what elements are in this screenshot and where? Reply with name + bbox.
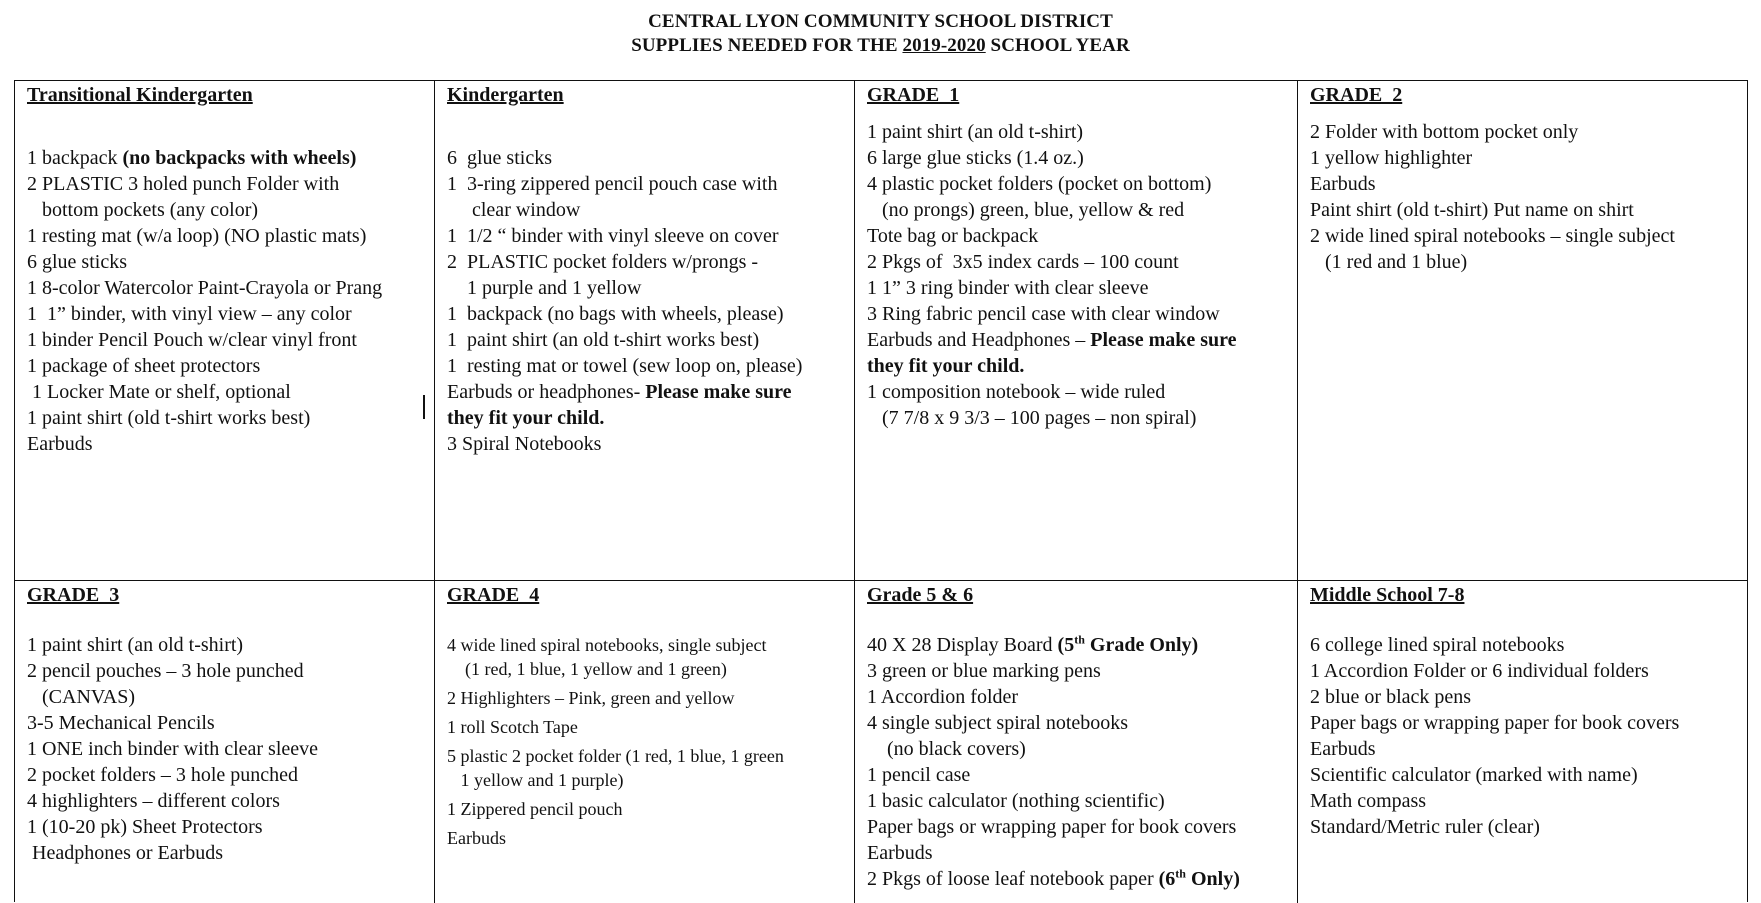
item-emphasis: they fit your child.	[867, 355, 1025, 377]
supply-item	[867, 632, 1293, 658]
item-text: 1 paint shirt (old t-shirt works best)	[27, 407, 311, 429]
item-text: Tote bag or backpack	[867, 225, 1039, 247]
item-text: 2 Pkgs of 3x5 index cards – 100 count	[867, 251, 1179, 273]
item-text: (1 red, 1 blue, 1 yellow and 1 green)	[447, 659, 727, 679]
cell-title: GRADE 4	[447, 584, 540, 606]
supply-item	[1310, 223, 1743, 249]
item-text: 1 binder Pencil Pouch w/clear vinyl front	[27, 329, 357, 351]
supply-list	[447, 145, 850, 457]
supply-item	[867, 814, 1293, 840]
item-text: 1 ONE inch binder with clear sleeve	[27, 738, 319, 760]
supply-item	[867, 223, 1293, 249]
supply-item	[447, 657, 850, 681]
supply-item	[27, 275, 430, 301]
item-emphasis: Please make sure	[1090, 329, 1237, 351]
supply-item	[867, 658, 1293, 684]
supply-item	[447, 197, 850, 223]
cell-title: GRADE 3	[27, 584, 120, 606]
document-header	[0, 10, 1761, 58]
supply-item	[867, 866, 1293, 892]
supply-list	[27, 632, 430, 866]
supply-table	[14, 80, 1748, 902]
supply-list	[27, 145, 430, 457]
item-text: 1 resting mat (w/a loop) (NO plastic mats)	[27, 225, 367, 247]
supply-item	[1310, 710, 1743, 736]
supply-item	[867, 710, 1293, 736]
item-text: 6 glue sticks	[27, 251, 127, 273]
item-text: Paper bags or wrapping paper for book covers	[1310, 712, 1680, 734]
cell-title: GRADE 1	[867, 84, 960, 106]
item-emphasis: (no backpacks with wheels)	[122, 147, 357, 169]
item-text: Earbuds	[1310, 738, 1376, 760]
ordinal-suffix: th	[1074, 632, 1085, 647]
supply-list	[447, 633, 850, 850]
item-text: Headphones or Earbuds	[27, 842, 224, 864]
cell-title: Middle School 7-8	[1310, 584, 1465, 606]
item-text: (no black covers)	[867, 738, 1026, 760]
item-text: 4 wide lined spiral notebooks, single subject	[447, 635, 767, 655]
item-text: 1 Accordion Folder or 6 individual folders	[1310, 660, 1649, 682]
item-text: Paper bags or wrapping paper for book covers	[867, 816, 1237, 838]
item-text: 3 Ring fabric pencil case with clear window	[867, 303, 1220, 325]
school-year: 2019-2020	[902, 35, 986, 56]
cell-title: Transitional Kindergarten	[27, 84, 253, 106]
supply-item	[27, 171, 430, 197]
item-text: 6 large glue sticks (1.4 oz.)	[867, 147, 1084, 169]
item-text: 1 paint shirt (an old t-shirt)	[867, 121, 1084, 143]
supply-item	[27, 684, 430, 710]
item-emphasis-superscript	[1175, 868, 1186, 890]
ordinal-suffix: th	[1175, 866, 1186, 881]
cell-transitional-kindergarten	[15, 81, 435, 581]
supply-item	[27, 658, 430, 684]
item-text: Earbuds or headphones-	[447, 381, 646, 403]
item-text: 1 composition notebook – wide ruled	[867, 381, 1166, 403]
item-text: Earbuds	[447, 828, 506, 848]
supply-item	[27, 327, 430, 353]
item-text: (CANVAS)	[27, 686, 135, 708]
item-text: 6 glue sticks	[447, 147, 552, 169]
supply-item	[867, 249, 1293, 275]
cell-grade-4	[435, 581, 855, 903]
subtitle-suffix: SCHOOL YEAR	[985, 35, 1130, 56]
supply-item	[867, 145, 1293, 171]
supply-item	[867, 119, 1293, 145]
item-text: 3 Spiral Notebooks	[447, 433, 602, 455]
supply-item	[447, 431, 850, 457]
supplies-subtitle	[0, 34, 1761, 58]
item-text: 2 wide lined spiral notebooks – single subject	[1310, 225, 1675, 247]
supply-item	[447, 715, 850, 739]
item-text: 4 highlighters – different colors	[27, 790, 280, 812]
supply-item	[867, 197, 1293, 223]
supply-item	[27, 840, 430, 866]
supply-item	[1310, 736, 1743, 762]
subtitle-prefix: SUPPLIES NEEDED FOR THE	[631, 35, 903, 56]
cell-middle-school-7-8	[1298, 581, 1747, 903]
supply-item	[867, 405, 1293, 431]
supply-item	[447, 301, 850, 327]
supply-item	[447, 826, 850, 850]
item-text: 1 paint shirt (an old t-shirt works best)	[447, 329, 760, 351]
supply-item	[27, 249, 430, 275]
item-emphasis-superscript	[1074, 634, 1085, 656]
supply-item	[1310, 119, 1743, 145]
item-text: 1 1” 3 ring binder with clear sleeve	[867, 277, 1149, 299]
item-text: 1 purple and 1 yellow	[447, 277, 642, 299]
item-text: 4 plastic pocket folders (pocket on bottom)	[867, 173, 1212, 195]
supply-item	[867, 379, 1293, 405]
supply-item	[27, 736, 430, 762]
supply-item	[867, 762, 1293, 788]
supply-item	[447, 744, 850, 768]
item-text: 2 PLASTIC 3 holed punch Folder with	[27, 173, 340, 195]
item-text: 2 pencil pouches – 3 hole punched	[27, 660, 304, 682]
item-text: 2 blue or black pens	[1310, 686, 1472, 708]
item-text: (7 7/8 x 9 3/3 – 100 pages – non spiral)	[867, 407, 1197, 429]
supply-item	[27, 431, 430, 457]
item-text: 2 Folder with bottom pocket only	[1310, 121, 1579, 143]
item-text: 1 roll Scotch Tape	[447, 717, 578, 737]
supply-item	[447, 249, 850, 275]
supply-item	[27, 301, 430, 327]
supply-item	[27, 197, 430, 223]
supply-item	[867, 840, 1293, 866]
item-text: (no prongs) green, blue, yellow & red	[867, 199, 1185, 221]
cell-grade-3	[15, 581, 435, 903]
item-emphasis: Please make sure	[645, 381, 792, 403]
supply-item	[27, 710, 430, 736]
cell-title: Grade 5 & 6	[867, 584, 974, 606]
text-cursor-mark	[423, 395, 425, 419]
supply-item	[27, 814, 430, 840]
supply-item	[447, 797, 850, 821]
supply-item	[1310, 145, 1743, 171]
item-text: 2 Highlighters – Pink, green and yellow	[447, 688, 735, 708]
supply-item	[867, 275, 1293, 301]
item-text: 1 (10-20 pk) Sheet Protectors	[27, 816, 263, 838]
item-text: 1 yellow and 1 purple)	[447, 770, 624, 790]
item-text: Paint shirt (old t-shirt) Put name on shirt	[1310, 199, 1634, 221]
supply-item	[27, 223, 430, 249]
supply-item	[1310, 197, 1743, 223]
supply-item	[867, 301, 1293, 327]
supply-item	[447, 379, 850, 405]
supply-item	[447, 686, 850, 710]
supply-item	[447, 275, 850, 301]
supply-item	[447, 223, 850, 249]
item-text: Earbuds	[867, 842, 933, 864]
item-text: 1 backpack	[27, 147, 123, 169]
item-text: 6 college lined spiral notebooks	[1310, 634, 1565, 656]
item-text: Scientific calculator (marked with name)	[1310, 764, 1638, 786]
supply-item	[447, 171, 850, 197]
item-text: 1 resting mat or towel (sew loop on, please)	[447, 355, 803, 377]
supply-item	[1310, 632, 1743, 658]
cell-grade-5-6	[855, 581, 1298, 903]
item-text: 1 Zippered pencil pouch	[447, 799, 623, 819]
supply-item	[1310, 814, 1743, 840]
cell-title: Kindergarten	[447, 84, 564, 106]
supply-item	[27, 405, 430, 431]
item-text: 3 green or blue marking pens	[867, 660, 1101, 682]
supply-list	[1310, 632, 1743, 840]
item-text: 1 basic calculator (nothing scientific)	[867, 790, 1165, 812]
item-text: 2 Pkgs of loose leaf notebook paper	[867, 868, 1159, 890]
supply-item	[1310, 684, 1743, 710]
item-emphasis: (6	[1158, 868, 1176, 890]
item-text: 1 1/2 “ binder with vinyl sleeve on cover	[447, 225, 779, 247]
supply-list	[867, 119, 1293, 431]
item-text: clear window	[447, 199, 581, 221]
item-text: 1 8-color Watercolor Paint-Crayola or Prang	[27, 277, 383, 299]
item-text: 1 pencil case	[867, 764, 971, 786]
item-text: 1 yellow highlighter	[1310, 147, 1473, 169]
supply-item	[1310, 658, 1743, 684]
supply-item	[1310, 762, 1743, 788]
supply-item	[447, 353, 850, 379]
item-text: (1 red and 1 blue)	[1310, 251, 1468, 273]
item-text: 1 Locker Mate or shelf, optional	[27, 381, 291, 403]
supply-item	[447, 633, 850, 657]
item-text: 1 Accordion folder	[867, 686, 1019, 708]
supply-list	[1310, 119, 1743, 275]
cell-grade-2	[1298, 81, 1747, 581]
supply-item	[867, 736, 1293, 762]
item-emphasis: (5	[1057, 634, 1075, 656]
item-text: Earbuds	[27, 433, 93, 455]
supply-item	[27, 632, 430, 658]
supply-item	[867, 171, 1293, 197]
supply-list	[867, 632, 1293, 892]
cell-kindergarten	[435, 81, 855, 581]
item-text: 1 package of sheet protectors	[27, 355, 261, 377]
supply-item	[1310, 788, 1743, 814]
supply-item	[27, 379, 430, 405]
supply-item	[27, 788, 430, 814]
cell-grade-1	[855, 81, 1298, 581]
item-text: Math compass	[1310, 790, 1427, 812]
district-title: CENTRAL LYON COMMUNITY SCHOOL DISTRICT	[648, 11, 1113, 32]
item-text: Earbuds and Headphones –	[867, 329, 1091, 351]
supply-item	[447, 327, 850, 353]
supply-item	[447, 405, 850, 431]
item-emphasis: they fit your child.	[447, 407, 605, 429]
item-emphasis: Grade Only)	[1084, 634, 1199, 656]
item-text: 2 PLASTIC pocket folders w/prongs -	[447, 251, 759, 273]
item-text: 4 single subject spiral notebooks	[867, 712, 1129, 734]
supply-item	[867, 327, 1293, 353]
supply-item	[867, 788, 1293, 814]
cell-title: GRADE 2	[1310, 84, 1403, 106]
supply-item	[27, 353, 430, 379]
item-text: 2 pocket folders – 3 hole punched	[27, 764, 299, 786]
item-text: Standard/Metric ruler (clear)	[1310, 816, 1540, 838]
item-text: 5 plastic 2 pocket folder (1 red, 1 blue, 1 green	[447, 746, 784, 766]
item-emphasis: Only)	[1185, 868, 1240, 890]
item-text: 1 paint shirt (an old t-shirt)	[27, 634, 244, 656]
item-text: bottom pockets (any color)	[27, 199, 259, 221]
supply-item	[1310, 171, 1743, 197]
item-text: 40 X 28 Display Board	[867, 634, 1058, 656]
item-text: Earbuds	[1310, 173, 1376, 195]
item-text: 1 1” binder, with vinyl view – any color	[27, 303, 352, 325]
supply-item	[447, 768, 850, 792]
item-text: 3-5 Mechanical Pencils	[27, 712, 215, 734]
item-text: 1 backpack (no bags with wheels, please)	[447, 303, 784, 325]
supply-item	[867, 684, 1293, 710]
supply-item	[27, 762, 430, 788]
item-text: 1 3-ring zippered pencil pouch case with	[447, 173, 778, 195]
supply-item	[1310, 249, 1743, 275]
supply-item	[27, 145, 430, 171]
supply-item	[867, 353, 1293, 379]
supply-item	[447, 145, 850, 171]
